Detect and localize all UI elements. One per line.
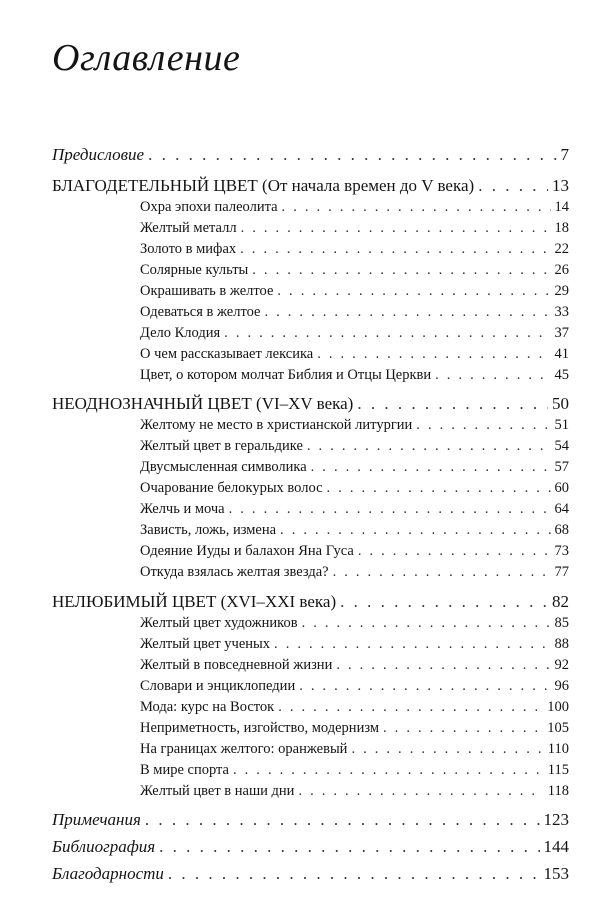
toc-entry-page: 22 [554, 241, 569, 257]
toc-entry-label: Примечания [52, 810, 141, 829]
toc-entry-page: 96 [554, 678, 569, 694]
leader-dots [383, 720, 543, 737]
toc-entry-page: 110 [547, 741, 569, 757]
toc-entry[interactable] [140, 283, 569, 300]
toc-entry-page: 77 [554, 564, 569, 580]
toc-entry-page: 41 [554, 346, 569, 362]
toc-entry-notes[interactable] [52, 810, 569, 830]
toc-entry-label: В мире спорта [140, 762, 229, 778]
toc-entry[interactable] [140, 564, 569, 581]
leader-dots [159, 837, 539, 857]
leader-dots [340, 592, 548, 612]
toc-entry[interactable] [140, 741, 569, 758]
toc-entry-page: 7 [560, 145, 569, 164]
toc-entry-page: 64 [554, 501, 569, 517]
toc-entry-label: На границах желтого: оранжевый [140, 741, 348, 757]
leader-dots [264, 304, 550, 321]
page-title: Оглавление [52, 37, 241, 79]
toc-part-page: 13 [552, 176, 569, 195]
leader-dots [298, 783, 543, 800]
leader-dots [240, 241, 550, 258]
toc-entry-page: 85 [554, 615, 569, 631]
toc-entry[interactable] [140, 501, 569, 518]
toc-entry-page: 14 [554, 199, 569, 215]
toc-entry-label: Зависть, ложь, измена [140, 522, 277, 538]
toc-part-page: 82 [552, 592, 569, 611]
toc-entry-label: Одеяние Иуды и балахон Яна Гуса [140, 543, 354, 559]
leader-dots [336, 657, 550, 674]
toc-entry-label: Цвет, о котором молчат Библия и Отцы Церкви [140, 367, 432, 383]
toc-entry-label: Желчь и моча [140, 501, 225, 517]
toc-entry-page: 29 [554, 283, 569, 299]
toc-entry[interactable] [140, 615, 569, 632]
toc-entry-page: 60 [554, 480, 569, 496]
leader-dots [327, 480, 551, 497]
leader-dots [229, 501, 551, 518]
leader-dots [145, 810, 540, 830]
toc-entry[interactable] [140, 657, 569, 674]
toc-entry-page: 88 [554, 636, 569, 652]
leader-dots [224, 325, 550, 342]
toc-entry[interactable] [140, 699, 569, 716]
toc-entry-label: Окрашивать в желтое [140, 283, 274, 299]
leader-dots [416, 417, 550, 434]
toc-entry-page: 26 [554, 262, 569, 278]
leader-dots [233, 762, 544, 779]
toc-entry-page: 37 [554, 325, 569, 341]
toc-entry[interactable] [140, 304, 569, 321]
toc-entry-label: Желтый в повседневной жизни [140, 657, 333, 673]
leader-dots [351, 741, 543, 758]
leader-dots [317, 346, 550, 363]
leader-dots [168, 864, 540, 884]
toc-entry-label: Мода: курс на Восток [140, 699, 275, 715]
leader-dots [252, 262, 550, 279]
toc-entry[interactable] [140, 199, 569, 216]
leader-dots [282, 199, 551, 216]
leader-dots [299, 678, 550, 695]
toc-entry-label: Благодарности [52, 864, 164, 883]
toc-entry-label: Откуда взялась желтая звезда? [140, 564, 329, 580]
toc-entry[interactable] [140, 522, 569, 539]
toc-entry[interactable] [140, 720, 569, 737]
toc-entry-page: 54 [554, 438, 569, 454]
leader-dots [148, 145, 556, 165]
leader-dots [277, 283, 550, 300]
toc-entry[interactable] [140, 417, 569, 434]
toc-entry-page: 68 [554, 522, 569, 538]
toc-entry-page: 100 [547, 699, 569, 715]
leader-dots [311, 459, 551, 476]
toc-entry[interactable] [140, 678, 569, 695]
toc-entry-page: 45 [554, 367, 569, 383]
toc-entry[interactable] [140, 543, 569, 560]
toc-entry-label: Желтый цвет в наши дни [140, 783, 295, 799]
toc-entry[interactable] [140, 636, 569, 653]
toc-entry-label: Неприметность, изгойство, модернизм [140, 720, 380, 736]
toc-entry[interactable] [140, 783, 569, 800]
toc-entry-acknowledgements[interactable] [52, 864, 569, 884]
toc-part-2[interactable] [52, 394, 569, 414]
toc-entry-label: Желтый цвет художников [140, 615, 298, 631]
toc-entry-page: 57 [554, 459, 569, 475]
toc-entry[interactable] [140, 346, 569, 363]
leader-dots [278, 699, 543, 716]
toc-part-1[interactable] [52, 176, 569, 196]
toc-part-page: 50 [552, 394, 569, 413]
leader-dots [241, 220, 551, 237]
toc-entry-page: 73 [554, 543, 569, 559]
toc-entry[interactable] [140, 325, 569, 342]
leader-dots [478, 176, 548, 196]
toc-part-3[interactable] [52, 592, 569, 612]
toc-entry[interactable] [140, 459, 569, 476]
leader-dots [358, 543, 551, 560]
toc-entry-label: Желтому не место в христианской литургии [140, 417, 413, 433]
toc-entry-label: Золото в мифах [140, 241, 237, 257]
toc-entry[interactable] [140, 367, 569, 384]
toc-entry-label: Дело Клодия [140, 325, 221, 341]
toc-part-label: НЕОДНОЗНАЧНЫЙ ЦВЕТ (VI–XV века) [52, 394, 354, 413]
toc-entry-page: 105 [547, 720, 569, 736]
toc-entry-page: 153 [543, 864, 569, 883]
toc-entry[interactable] [140, 262, 569, 279]
leader-dots [357, 394, 548, 414]
toc-entry[interactable] [140, 438, 569, 455]
toc-entry-page: 123 [543, 810, 569, 829]
toc-entry[interactable] [140, 241, 569, 258]
toc-entry-label: Одеваться в желтое [140, 304, 261, 320]
leader-dots [274, 636, 550, 653]
toc-entry-label: Двусмысленная символика [140, 459, 307, 475]
toc-entry[interactable] [140, 762, 569, 779]
toc-entry-label: Желтый металл [140, 220, 237, 236]
toc-entry[interactable] [140, 480, 569, 497]
leader-dots [435, 367, 550, 384]
toc-part-label: НЕЛЮБИМЫЙ ЦВЕТ (XVI–XXI века) [52, 592, 337, 611]
toc-entry-page: 18 [554, 220, 569, 236]
leader-dots [307, 438, 551, 455]
toc-entry-label: Солярные культы [140, 262, 249, 278]
leader-dots [333, 564, 551, 581]
toc-part-label: БЛАГОДЕТЕЛЬНЫЙ ЦВЕТ (От начала времен до V века) [52, 176, 475, 195]
leader-dots [302, 615, 551, 632]
toc-entry-label: Желтый цвет в геральдике [140, 438, 303, 454]
toc-entry-page: 115 [547, 762, 569, 778]
toc-entry-label: Библиография [52, 837, 156, 856]
toc-entry-page: 92 [554, 657, 569, 673]
toc-entry-page: 118 [547, 783, 569, 799]
toc-entry-label: Охра эпохи палеолита [140, 199, 278, 215]
toc-entry[interactable] [140, 220, 569, 237]
toc-entry-label: О чем рассказывает лексика [140, 346, 314, 362]
toc-entry-label: Желтый цвет ученых [140, 636, 271, 652]
toc-entry-preface[interactable] [52, 145, 569, 165]
toc-entry-page: 33 [554, 304, 569, 320]
toc-entry-bibliography[interactable] [52, 837, 569, 857]
toc-entry-page: 144 [543, 837, 569, 856]
toc-entry-label: Очарование белокурых волос [140, 480, 323, 496]
toc-entry-page: 51 [554, 417, 569, 433]
leader-dots [280, 522, 550, 539]
toc-entry-label: Словари и энциклопедии [140, 678, 296, 694]
toc-entry-label: Предисловие [52, 145, 145, 164]
